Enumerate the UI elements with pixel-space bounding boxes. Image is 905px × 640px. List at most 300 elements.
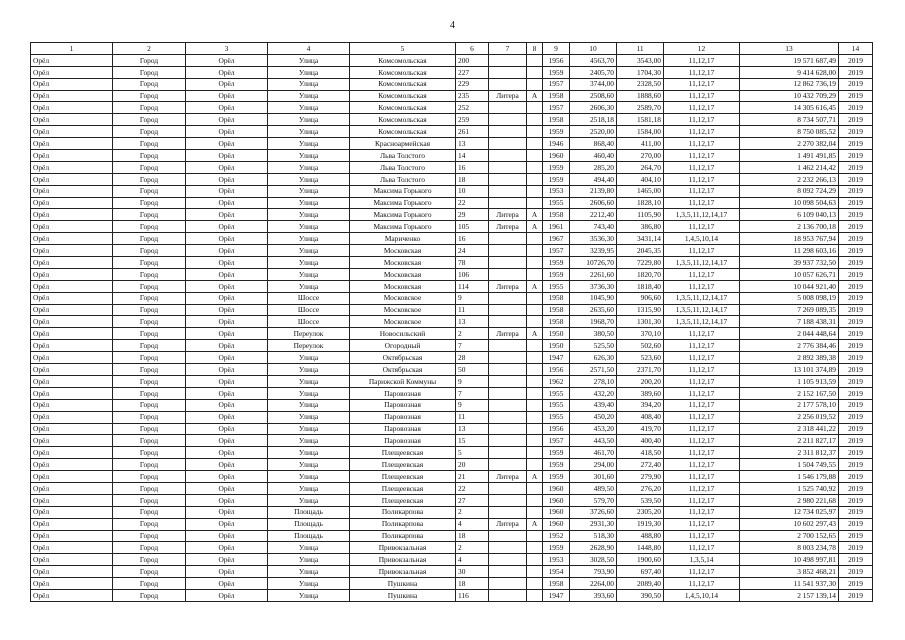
table-cell: 11,12,17 [664,340,740,352]
table-cell: Орёл [186,423,268,435]
table-cell: Улица [268,375,350,387]
table-cell: 2 [456,328,489,340]
table-row [31,411,873,423]
table-cell: 2 044 448,64 [740,328,839,340]
table-cell: 235 [456,90,489,102]
table-cell: Московское [350,304,456,316]
table-cell: Орёл [31,292,113,304]
table-cell: 11 298 603,16 [740,245,839,257]
table-cell [489,102,527,114]
table-cell: 11,12,17 [664,197,740,209]
table-cell: 393,60 [570,589,617,601]
table-cell: Орёл [186,471,268,483]
table-cell: 18 [456,578,489,590]
table-cell: 8 750 085,52 [740,126,839,138]
table-cell: 2139,80 [570,185,617,197]
table-cell: 1960 [543,150,570,162]
table-cell: 2019 [839,268,873,280]
table-row [31,185,873,197]
table-cell [489,482,527,494]
table-cell: 380,50 [570,328,617,340]
table-cell: 370,10 [617,328,664,340]
table-row [31,292,873,304]
table-cell: 11,12,17 [664,352,740,364]
table-cell: 24 [456,245,489,257]
table-cell [527,245,543,257]
table-cell [489,352,527,364]
table-cell: Орёл [186,233,268,245]
table-cell: 418,50 [617,447,664,459]
table-cell [489,435,527,447]
table-cell [527,340,543,352]
table-cell: 1955 [543,387,570,399]
table-cell: Орёл [186,280,268,292]
table-row [31,542,873,554]
table-cell: 1958 [543,292,570,304]
table-cell: Улица [268,471,350,483]
table-cell: Улица [268,114,350,126]
table-cell: Орёл [31,328,113,340]
table-cell: Улица [268,138,350,150]
table-cell: Орёл [186,292,268,304]
table-cell: 1955 [543,399,570,411]
table-cell: Улица [268,554,350,566]
table-cell: 9 [456,292,489,304]
table-cell [489,185,527,197]
table-cell [527,364,543,376]
table-cell: Город [113,245,186,257]
table-row [31,316,873,328]
table-row [31,257,873,269]
table-cell: 39 937 732,50 [740,257,839,269]
table-cell: 11,12,17 [664,185,740,197]
table-cell: Улица [268,494,350,506]
table-cell: Московская [350,280,456,292]
table-row [31,482,873,494]
table-cell: Улица [268,233,350,245]
table-cell: 261 [456,126,489,138]
table-cell: 21 [456,471,489,483]
table-row [31,566,873,578]
table-cell: 2635,60 [570,304,617,316]
table-cell: 285,20 [570,161,617,173]
table-cell [489,542,527,554]
table-cell: 2019 [839,161,873,173]
table-cell: Литера [489,471,527,483]
table-cell: 2019 [839,423,873,435]
table-cell: 2 311 812,37 [740,447,839,459]
table-cell: Комсомольская [350,114,456,126]
table-cell: Город [113,268,186,280]
table-cell: 11,12,17 [664,161,740,173]
table-cell: Улица [268,126,350,138]
table-cell: 2212,40 [570,209,617,221]
table-row [31,494,873,506]
table-cell: Город [113,447,186,459]
table-cell: Город [113,542,186,554]
table-cell: Орёл [186,126,268,138]
table-cell: 1954 [543,566,570,578]
table-cell: Переулок [268,340,350,352]
table-cell: Орёл [186,161,268,173]
table-cell: Улица [268,257,350,269]
table-cell: 1958 [543,316,570,328]
table-row [31,150,873,162]
table-cell: Город [113,54,186,66]
table-cell [527,66,543,78]
table-cell: 11 [456,304,489,316]
table-cell: 1956 [543,423,570,435]
column-header: 6 [456,43,489,55]
table-cell: 2019 [839,364,873,376]
table-cell: Город [113,138,186,150]
column-header: 14 [839,43,873,55]
table-cell [527,554,543,566]
table-cell: 301,60 [570,471,617,483]
table-cell: 14 [456,150,489,162]
table-cell: Орёл [31,173,113,185]
table-cell [489,126,527,138]
table-cell: 1959 [543,459,570,471]
table-cell [489,578,527,590]
table-cell: Город [113,506,186,518]
table-cell: Орёл [31,221,113,233]
table-cell: 502,60 [617,340,664,352]
table-cell: Улица [268,423,350,435]
table-cell: 105 [456,221,489,233]
table-cell: 106 [456,268,489,280]
table-row [31,364,873,376]
table-cell: 10 498 997,81 [740,554,839,566]
table-cell: Орёл [186,328,268,340]
table-cell: 2589,70 [617,102,664,114]
table-cell: Парижской Коммуны [350,375,456,387]
table-cell [527,78,543,90]
table-cell: 2019 [839,494,873,506]
table-row [31,280,873,292]
table-cell: Шоссе [268,316,350,328]
table-cell: Город [113,292,186,304]
table-cell: 11,12,17 [664,221,740,233]
table-cell: 1,3,5,11,12,14,17 [664,209,740,221]
table-cell: 3543,00 [617,54,664,66]
table-cell [489,114,527,126]
table-cell: 19 571 687,49 [740,54,839,66]
table-cell: 1957 [543,102,570,114]
table-cell: 2305,20 [617,506,664,518]
table-cell: Орёл [186,399,268,411]
table-cell: 11,12,17 [664,328,740,340]
table-cell: 2019 [839,435,873,447]
table-cell: Орёл [31,471,113,483]
table-cell: 14 305 616,45 [740,102,839,114]
table-cell: Орёл [31,589,113,601]
table-cell: 1 546 179,88 [740,471,839,483]
table-cell: Город [113,280,186,292]
table-cell: 3744,00 [570,78,617,90]
table-cell: 1,3,5,14 [664,554,740,566]
table-cell: Плещеевская [350,447,456,459]
table-cell: 3726,60 [570,506,617,518]
table-row [31,506,873,518]
table-cell: 1960 [543,506,570,518]
table-cell: 389,60 [617,387,664,399]
table-cell: 2019 [839,542,873,554]
table-cell: Город [113,387,186,399]
table-cell: 5 [456,447,489,459]
table-cell: Комсомольская [350,126,456,138]
table-cell: 1952 [543,530,570,542]
table-cell: Пушкина [350,578,456,590]
table-cell: Пушкина [350,589,456,601]
table-row [31,102,873,114]
table-cell: Орёл [186,78,268,90]
table-cell: Привокзальная [350,542,456,554]
table-cell: 1 462 214,42 [740,161,839,173]
table-cell: 11,12,17 [664,542,740,554]
table-cell: 11,12,17 [664,566,740,578]
table-cell [489,173,527,185]
table-cell [489,459,527,471]
table-cell: 50 [456,364,489,376]
table-cell: Орёл [186,90,268,102]
table-cell: 1045,90 [570,292,617,304]
table-cell: Льва Толстого [350,161,456,173]
table-cell: 1956 [543,364,570,376]
table-cell: Московская [350,268,456,280]
table-cell: А [527,90,543,102]
table-cell [489,399,527,411]
table-cell: 461,70 [570,447,617,459]
table-cell: Орёл [31,90,113,102]
table-cell: 2019 [839,589,873,601]
table-cell: Комсомольская [350,54,456,66]
table-cell: 7 188 438,31 [740,316,839,328]
table-cell: 2019 [839,530,873,542]
table-cell: Орёл [186,542,268,554]
table-row [31,114,873,126]
table-cell: 1,3,5,11,12,14,17 [664,292,740,304]
table-cell: Улица [268,209,350,221]
table-cell: 7 269 089,35 [740,304,839,316]
table-cell: Улица [268,589,350,601]
table-cell: 1448,80 [617,542,664,554]
table-row [31,221,873,233]
table-cell: 1,4,5,10,14 [664,233,740,245]
table-cell: 2019 [839,471,873,483]
table-row [31,328,873,340]
table-cell: 432,20 [570,387,617,399]
table-row [31,447,873,459]
table-cell: 11 541 937,30 [740,578,839,590]
table-cell: 2019 [839,245,873,257]
table-cell: 11,12,17 [664,138,740,150]
table-cell: 1947 [543,589,570,601]
table-cell: 2019 [839,126,873,138]
table-cell [489,554,527,566]
table-cell: Город [113,530,186,542]
table-cell: Орёл [186,387,268,399]
table-cell: 1957 [543,78,570,90]
table-cell: Октябрьская [350,364,456,376]
table-cell: 2019 [839,185,873,197]
table-cell: 10 602 297,43 [740,518,839,530]
table-cell [527,126,543,138]
table-cell: Город [113,399,186,411]
table-cell: 2089,40 [617,578,664,590]
table-cell [489,589,527,601]
table-cell: 294,00 [570,459,617,471]
table-cell: 1960 [543,482,570,494]
table-cell: 4563,70 [570,54,617,66]
table-cell [527,530,543,542]
table-cell: Орёл [186,304,268,316]
table-cell: 1953 [543,185,570,197]
table-cell: 525,50 [570,340,617,352]
table-cell [527,589,543,601]
table-cell: Город [113,471,186,483]
table-cell: 400,40 [617,435,664,447]
table-cell: 2019 [839,352,873,364]
table-row [31,173,873,185]
table-cell [489,566,527,578]
table-row [31,375,873,387]
table-cell [489,316,527,328]
table-cell: 13 [456,316,489,328]
table-cell: Орёл [31,566,113,578]
table-cell: Город [113,126,186,138]
table-cell [489,340,527,352]
table-cell: 460,40 [570,150,617,162]
table-row [31,233,873,245]
table-cell: Улица [268,364,350,376]
table-cell: 439,40 [570,399,617,411]
table-cell: 28 [456,352,489,364]
table-cell: 3431,14 [617,233,664,245]
table-cell: 2019 [839,138,873,150]
table-cell: 11,12,17 [664,114,740,126]
table-cell: Орёл [31,435,113,447]
table-cell: Город [113,173,186,185]
table-cell: 1105,90 [617,209,664,221]
table-cell [489,233,527,245]
table-cell: Улица [268,387,350,399]
table-cell [527,435,543,447]
table-cell: Орёл [186,589,268,601]
table-cell [527,566,543,578]
table-cell: 11 [456,411,489,423]
table-cell: 5 008 098,19 [740,292,839,304]
table-cell: Город [113,304,186,316]
table-cell: Улица [268,542,350,554]
table-cell: 4 [456,554,489,566]
table-cell: Московское [350,292,456,304]
table-cell: 1961 [543,221,570,233]
table-cell: Улица [268,268,350,280]
table-cell: 11,12,17 [664,482,740,494]
table-cell: 9 414 628,00 [740,66,839,78]
table-cell [527,54,543,66]
table-cell: 11,12,17 [664,375,740,387]
table-cell: Поликарпова [350,506,456,518]
table-row [31,554,873,566]
table-cell: Город [113,78,186,90]
table-cell: 1955 [543,197,570,209]
table-cell: 10 [456,185,489,197]
table-cell: 2931,30 [570,518,617,530]
table-cell: 114 [456,280,489,292]
table-cell: 1958 [543,209,570,221]
table-cell: 1959 [543,542,570,554]
table-cell: Город [113,578,186,590]
table-cell: 8 092 724,29 [740,185,839,197]
table-cell: Орёл [186,268,268,280]
table-cell: 7 [456,387,489,399]
table-cell: 2019 [839,411,873,423]
column-header: 5 [350,43,456,55]
table-cell: 453,20 [570,423,617,435]
table-cell: 279,90 [617,471,664,483]
table-cell: 1 105 913,59 [740,375,839,387]
table-cell [489,387,527,399]
table-cell: Орёл [186,197,268,209]
table-cell: 2520,00 [570,126,617,138]
table-cell: 11,12,17 [664,387,740,399]
table-cell: Улица [268,161,350,173]
table-cell: 15 [456,435,489,447]
table-cell: 11,12,17 [664,506,740,518]
table-cell: Орёл [31,209,113,221]
table-cell: Орёл [186,340,268,352]
table-cell [527,304,543,316]
table-cell: 2019 [839,387,873,399]
table-cell: 626,30 [570,352,617,364]
table-cell: Город [113,364,186,376]
table-cell: 7229,80 [617,257,664,269]
table-cell: Орёл [31,506,113,518]
table-row [31,578,873,590]
table-cell: 1 504 749,55 [740,459,839,471]
table-row [31,530,873,542]
table-row [31,197,873,209]
table-cell [527,352,543,364]
table-cell [527,399,543,411]
table-cell: 11,12,17 [664,459,740,471]
table-cell: Город [113,197,186,209]
table-cell: 1958 [543,114,570,126]
table-cell: 227 [456,66,489,78]
table-cell: А [527,209,543,221]
table-cell: Улица [268,447,350,459]
table-cell [527,150,543,162]
table-cell: Улица [268,197,350,209]
table-row [31,161,873,173]
table-cell: 11,12,17 [664,150,740,162]
table-cell: Улица [268,578,350,590]
table-cell: Орёл [186,138,268,150]
table-cell: Орёл [31,399,113,411]
table-cell: Орёл [31,102,113,114]
table-cell: 10 432 709,29 [740,90,839,102]
table-body [31,54,873,601]
table-cell: 2 152 167,50 [740,387,839,399]
table-cell: 13 [456,423,489,435]
column-header: 12 [664,43,740,55]
table-cell: 2045,35 [617,245,664,257]
table-row [31,54,873,66]
table-cell: 1818,40 [617,280,664,292]
table-cell: 1704,30 [617,66,664,78]
